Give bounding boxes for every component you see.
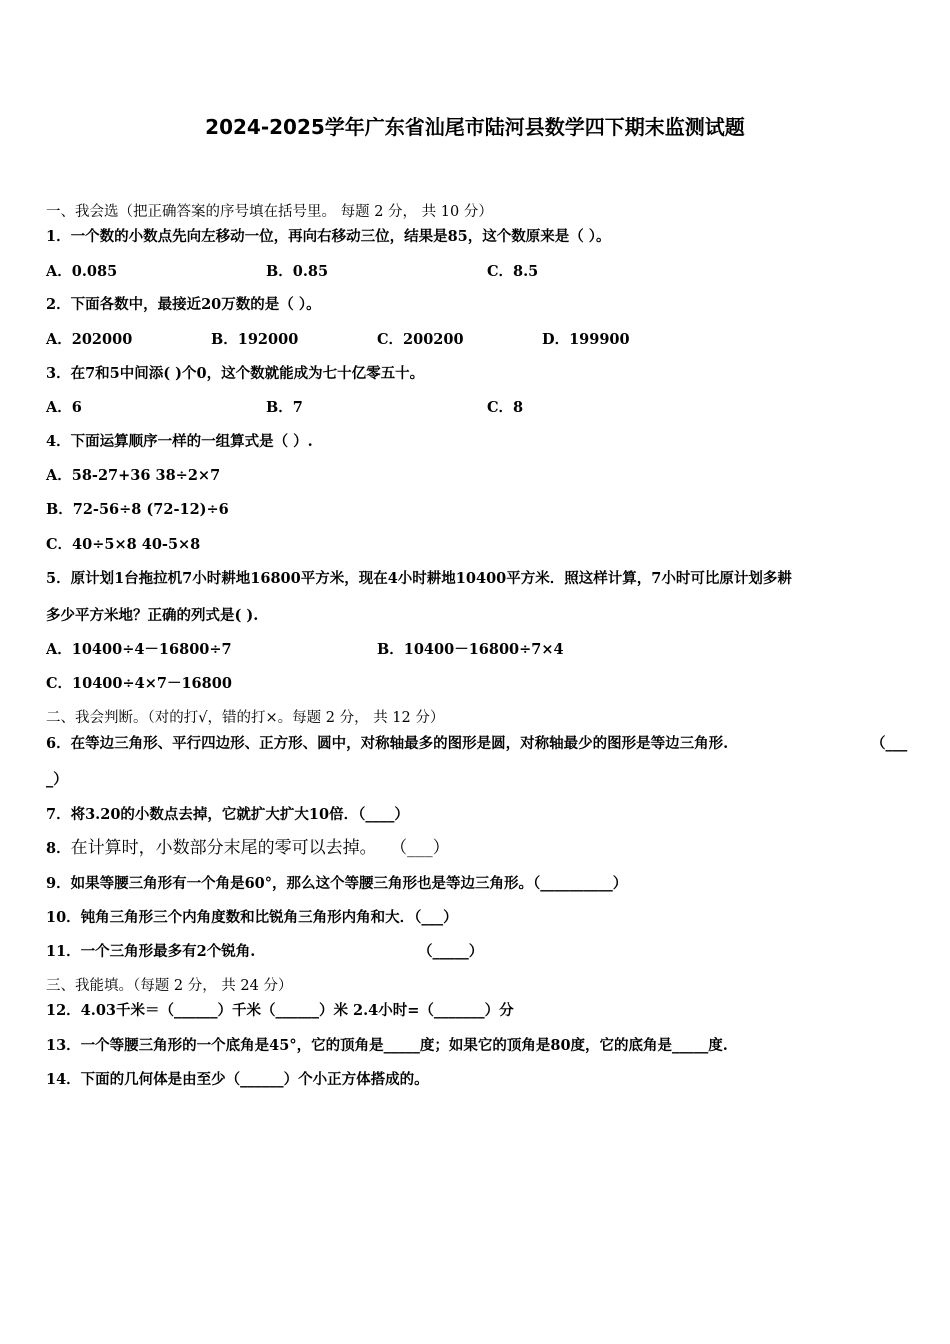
q2-option-c: C．200200 (377, 331, 464, 348)
q3-option-b: B．7 (266, 399, 303, 416)
q2-option-b: B．192000 (211, 331, 299, 348)
question-14: 14．下面的几何体是由至少（______）个小正方体搭成的。 (46, 1071, 429, 1088)
section3-heading: 三、我能填。（每题 2 分， 共 24 分） (46, 978, 293, 994)
q8-answer-blank: （___） (398, 838, 450, 858)
question-10: 10．钝角三角形三个内角度数和比锐角三角形内角和大．（___） (46, 909, 458, 926)
q5-option-a: A．10400÷4－16800÷7 (46, 641, 232, 658)
q5-option-b: B．10400－16800÷7×4 (377, 641, 564, 658)
question-11: 11．一个三角形最多有2个锐角. (46, 943, 256, 960)
q4-option-b: B．72-56÷8 (72-12)÷6 (46, 501, 229, 518)
q3-option-c: C．8 (487, 399, 524, 416)
question-4: 4．下面运算顺序一样的一组算式是（ ）. (46, 433, 313, 450)
question-2: 2．下面各数中，最接近20万数的是（ ）。 (46, 296, 321, 313)
q6-answer-blank: （___ (871, 735, 908, 752)
question-8 (46, 838, 450, 859)
question-3: 3．在7和5中间添( )个0，这个数就能成为七十亿零五十。 (46, 365, 425, 382)
q8-text: 在计算时，小数部分末尾的零可以去掉。 (70, 838, 377, 858)
q8-number: 8． (46, 840, 71, 857)
question-7: 7．将3.20的小数点去掉，它就扩大扩大10倍．（____） (46, 806, 409, 823)
page-title: 2024-2025学年广东省汕尾市陆河县数学四下期末监测试题 (205, 115, 745, 139)
question-9: 9．如果等腰三角形有一个角是60°，那么这个等腰三角形也是等边三角形。（__________） (46, 875, 628, 892)
question-1: 1．一个数的小数点先向左移动一位，再向右移动三位，结果是85，这个数原来是（ ）。 (46, 228, 611, 245)
question-5-line1: 5．原计划1台拖拉机7小时耕地16800平方米，现在4小时耕地10400平方米．照这样计算，7小时可比原计划多耕 (46, 570, 792, 587)
q4-option-a: A．58-27+36 38÷2×7 (46, 467, 221, 484)
section2-heading: 二、我会判断。（对的打√，错的打×。每题 2 分， 共 12 分） (46, 710, 445, 726)
q3-option-a: A．6 (46, 399, 82, 416)
question-6-line2: _） (46, 771, 68, 788)
q11-answer-blank: （_____） (418, 943, 484, 960)
q2-option-d: D．199900 (542, 331, 630, 348)
question-5-line2: 多少平方米地？正确的列式是( ). (46, 607, 259, 624)
q4-option-c: C．40÷5×8 40-5×8 (46, 536, 201, 553)
q1-option-a: A．0.085 (46, 263, 118, 280)
q2-option-a: A．202000 (46, 331, 133, 348)
q1-option-b: B．0.85 (266, 263, 329, 280)
section1-heading: 一、我会选（把正确答案的序号填在括号里。 每题 2 分， 共 10 分） (46, 204, 493, 220)
question-12: 12．4.03千米＝（______）千米（______）米 2.4小时=（_______）分 (46, 1002, 514, 1019)
question-13: 13．一个等腰三角形的一个底角是45°，它的顶角是_____度；如果它的顶角是80度，它的底角是_____度. (46, 1037, 728, 1054)
q1-option-c: C．8.5 (487, 263, 539, 280)
question-6-line1: 6．在等边三角形、平行四边形、正方形、圆中，对称轴最多的图形是圆，对称轴最少的图形是等边三角形. (46, 735, 729, 752)
q5-option-c: C．10400÷4×7－16800 (46, 675, 232, 692)
